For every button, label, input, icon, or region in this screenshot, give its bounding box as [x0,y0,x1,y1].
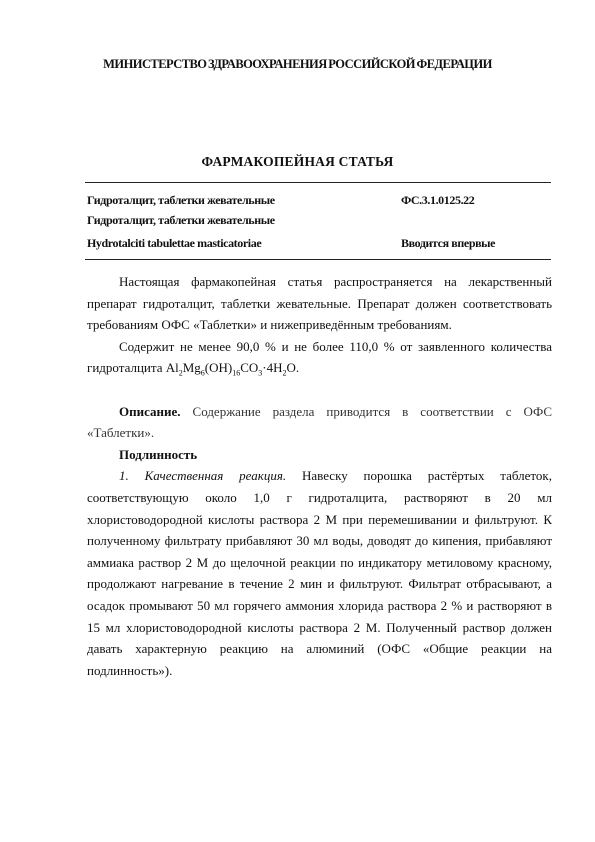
formula-part: CO [240,360,259,376]
table-top-rule [85,182,551,183]
description-label: Описание. [119,403,181,419]
monograph-code: ФС.3.1.0125.22 [401,193,475,207]
reaction-label: 1. Качественная реакция. [119,468,287,484]
paragraph-gap [87,379,552,401]
formula-part: ·4H [262,360,283,376]
ministry-heading: МИНИСТЕРСТВО ЗДРАВООХРАНЕНИЯ РОССИЙСКОЙ ФЕДЕРАЦИИ [103,57,492,71]
formula-subscript: 2 [178,368,183,378]
drug-name-ru-1: Гидроталцит, таблетки жевательные [87,193,275,207]
authenticity-heading: Подлинность [119,446,198,462]
document-title: ФАРМАКОПЕЙНАЯ СТАТЬЯ [201,154,394,169]
drug-name-latin: Hydrotalciti tabulettae masticatoriae [87,236,262,250]
formula-part: (OH) [204,360,233,376]
formula-subscript: 3 [258,368,263,378]
intro-paragraph: Настоящая фармакопейная статья распространяется на лекарственный препарат гидроталцит, таблетки жевательные. Препарат должен соответствовать требованиям ОФС «Таблетки» и нижеприведённым требованиям. [87,274,552,333]
formula-subscript: 16 [232,368,241,378]
content-paragraph [87,336,552,379]
content-text: Содержит не менее 90,0 % и не более 110,0 % от заявленного количества гидроталцита Al [87,338,552,376]
description-paragraph [87,401,552,444]
table-bottom-rule [85,259,551,260]
drug-name-ru-2: Гидроталцит, таблетки жевательные [87,213,275,227]
formula-part: Mg [182,360,201,376]
monograph-status: Вводится впервые [401,236,496,250]
formula-part: O. [286,360,300,376]
formula-subscript: 6 [200,368,205,378]
description-text: Содержание раздела приводится в соответствии с ОФС «Таблетки». [87,403,552,441]
monograph-body [87,271,552,681]
formula-subscript: 2 [282,368,287,378]
reaction-paragraph [87,465,552,681]
reaction-text: Навеску порошка растёртых таблеток, соответствующую около 1,0 г гидроталцита, растворяют в 20 мл хлористоводородной кислоты раствора 2 М при перемешивании и фильтруют. К полученному фильтрату прибавляют 30 мл воды, доводят до кипения, прибавляют аммиака раствор 2 М до щелочной реакции по индикатору метиловому красному, продолжают нагревание в течение 2 мин и фильтруют. Фильтрат отбрасывают, а осадок промывают 50 мл горячего аммония хлорида раствора 2 % и растворяют в 15 мл хлористоводородной кислоты раствора 2 М. Полученный раствор должен давать характерную реакцию на алюминий (ОФС «Общие реакции на подлинность»). [87,468,552,678]
